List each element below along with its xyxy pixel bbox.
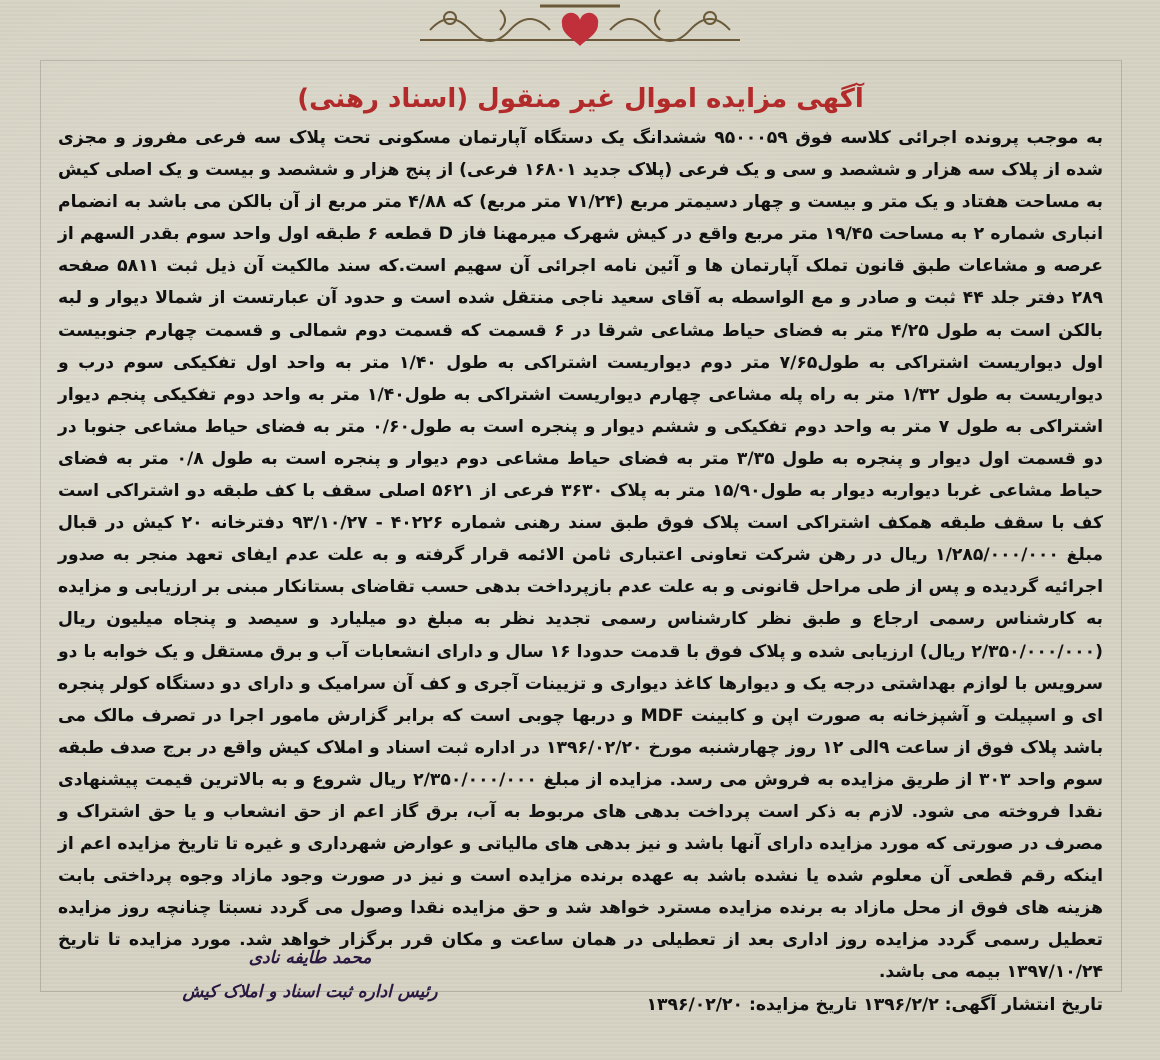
notice-body: به موجب پرونده اجرائی کلاسه فوق ۹۵۰۰۰۵۹ ششدانگ یک دستگاه آپارتمان مسکونی تحت پلاک سه فرعی مفروز و مجزی شده از پلاک سه هزار و ششصد و سی و یک فرعی (پلاک جدید ۱۶۸۰۱ فرعی) از پنج هزار و ششصد و بیست و یک اصلی کیش به مساحت هفتاد و یک متر و بیست و چهار دسیمتر مربع (۷۱/۲۴ متر مربع) که ۴/۸۸ متر مربع از آن بالکن می باشد به انضمام انباری شماره ۲ به مساحت ۱۹/۴۵ متر مربع واقع در کیش شهرک میرمهنا فاز D قطعه ۶ طبقه اول واحد سوم بقدر السهم از عرصه و مشاعات طبق قانون تملک آپارتمان ها و آئین نامه اجرائی آن سهیم است.که سند مالکیت آن ذیل ثبت ۵۸۱۱ صفحه ۲۸۹ دفتر جلد ۴۴ ثبت و صادر و مع الواسطه به آقای سعید ناجی منتقل شده است و حدود آن عبارتست از شمالا دیوار و لبه بالکن است به طول ۴/۲۵ متر به فضای حیاط مشاعی شرقا در ۶ قسمت که قسمت دوم شمالی و قسمت چهارم جنوبیست اول دیواریست اشتراکی به طول۷/۶۵ متر دوم دیواریست اشتراکی به طول ۱/۴۰ متر به واحد اول تفکیکی سوم درب و دیواریست به طول ۱/۳۲ متر به راه پله مشاعی چهارم دیواریست اشتراکی به طول۱/۴۰ متر به واحد دوم تفکیکی پنجم دیوار اشتراکی به طول ۷ متر به واحد دوم تفکیکی و ششم دیوار و پنجره است به طول۰/۶۰ متر به فضای حیاط مشاعی جنوبا در دو قسمت اول دیوار و پنجره به طول ۳/۳۵ متر به فضای حیاط مشاعی دوم دیوار و پنجره است به طول ۰/۸ متر به فضای حیاط مشاعی غربا دیواربه دیوار به طول۱۵/۹۰ متر به پلاک ۳۶۳۰ فرعی از ۵۶۲۱ اصلی سقف با کف طبقه دو اشتراکی است کف با سقف طبقه همکف اشتراکی است پلاک فوق طبق سند رهنی شماره ۴۰۲۲۶ - ۹۳/۱۰/۲۷ دفترخانه ۲۰ کیش در قبال مبلغ ۱/۲۸۵/۰۰۰/۰۰۰ ریال در رهن شرکت تعاونی اعتباری ثامن الائمه قرار گرفته و به علت عدم ایفای تعهد منجر به صدور اجرائیه گردیده و پس از طی مراحل قانونی و به علت عدم بازپرداخت بدهی حسب تقاضای بستانکار مبنی بر ارزیابی و مزایده به کارشناس رسمی ارجاع و طبق نظر کارشناس رسمی تجدید نظر به مبلغ دو میلیارد و سیصد و پنجاه میلیون ریال (۲/۳۵۰/۰۰۰/۰۰۰ ریال) ارزیابی شده و پلاک فوق با قدمت حدودا ۱۶ سال و دارای انشعابات آب و برق مستقل و یک خوابه با دو سرویس با لوازم بهداشتی درجه یک و دیوارها کاغذ دیواری و تزیینات آجری و کف آن سرامیک و دارای دو دستگاه کولر پنجره ای و اسپیلت و آشپزخانه به صورت اپن و کابینت MDF و دربها چوبی است که برابر گزارش مامور اجرا در تصرف مالک می باشد پلاک فوق از ساعت ۹الی ۱۲ روز چهارشنبه مورخ ۱۳۹۶/۰۲/۲۰ در اداره ثبت اسناد و املاک کیش واقع در برج صدف طبقه سوم واحد ۳۰۳ از طریق مزایده به فروش می رسد. مزایده از مبلغ ۲/۳۵۰/۰۰۰/۰۰۰ ریال شروع و به بالاترین قیمت پیشنهادی نقدا فروخته می شود. لازم به ذکر است پرداخت بدهی های مربوط به آب، برق گاز اعم از حق انشعاب و یا حق اشتراک و مصرف در صورتی که مورد مزایده دارای آنها باشد و نیز بدهی های مالیاتی و عوارض شهرداری و غیره تا تاریخ مزایده اعم از اینکه رقم قطعی آن معلوم شده یا نشده باشد به عهده برنده مزایده است و نیز در صورت وجود مازاد وجوه پرداختی بابت هزینه های فوق از محل مازاد به برنده مزایده مسترد خواهد شد و حق مزایده نقدا وصول می گردد نسبتا چنانچه روز مزایده تعطیل رسمی گردد مزایده روز اداری بعد از تعطیلی در همان ساعت و مکان قرر برگزار خواهد شد. مورد مزایده تا تاریخ ۱۳۹۷/۱۰/۲۴ بیمه می باشد. bbox=[58, 128, 1104, 983]
signature-block bbox=[160, 945, 460, 1007]
publish-and-auction-dates: تاریخ انتشار آگهی: ۱۳۹۶/۲/۲ تاریخ مزایده: ۱۳۹۶/۰۲/۲۰ bbox=[646, 994, 1103, 1015]
header-ornament bbox=[0, 0, 1160, 58]
signatory-title: رئیس اداره ثبت اسناد و املاک کیش bbox=[182, 982, 438, 1002]
signatory-name: محمد طایفه نادی bbox=[248, 948, 372, 968]
notice-title: آگهی مزایده اموال غیر منقول (اسناد رهنی) bbox=[297, 84, 864, 114]
notice-content bbox=[58, 82, 1103, 1021]
